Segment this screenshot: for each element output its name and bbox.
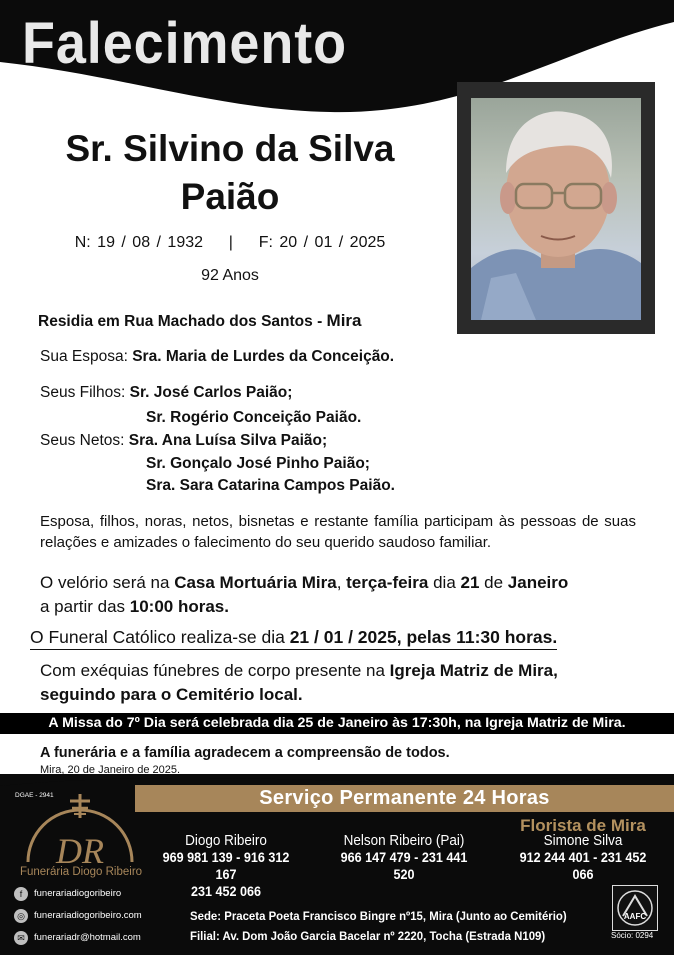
funeral-details: 21 / 01 / 2025, pelas 11:30 horas. bbox=[289, 627, 558, 647]
service-band-text: Serviço Permanente 24 Horas bbox=[259, 787, 550, 809]
wake-time: 10:00 horas. bbox=[129, 597, 229, 616]
page-title: Falecimento bbox=[22, 11, 347, 76]
wake-month: Janeiro bbox=[507, 573, 569, 592]
contact-nelson bbox=[328, 832, 479, 883]
grandchild-name: Sr. Gonçalo José Pinho Paião; bbox=[146, 455, 370, 472]
residence-place: Mira bbox=[326, 311, 362, 330]
funeral-text: O Funeral Católico realiza-se dia bbox=[30, 627, 290, 647]
missa-banner: A Missa do 7º Dia será celebrada dia 25 de Janeiro às 17:30h, na Igreja Matriz de Mira. bbox=[0, 713, 674, 734]
florista-title: Florista de Mira bbox=[520, 816, 646, 835]
dgae-code: DGAE - 2941 bbox=[15, 792, 54, 799]
socio-number: Sócio: 0294 bbox=[611, 931, 654, 940]
contact-diogo bbox=[154, 832, 298, 900]
association-emblem-icon bbox=[613, 886, 657, 930]
birth-death-dates: N: 19 / 08 / 1932 | F: 20 / 01 / 2025 bbox=[74, 234, 386, 251]
contact-simone bbox=[508, 832, 657, 883]
email-icon: ✉ bbox=[14, 931, 28, 945]
company-name: Funerária Diogo Ribeiro bbox=[19, 866, 143, 878]
grandchildren-line bbox=[40, 432, 327, 450]
wake-day: terça-feira bbox=[346, 573, 429, 592]
social-website[interactable]: funerariadiogoribeiro.com bbox=[34, 910, 142, 921]
contact-phones: 969 981 139 - 916 312 167 bbox=[162, 849, 290, 882]
wake-day-number: 21 bbox=[460, 573, 480, 592]
exequias-line2: seguindo para o Cemitério local. bbox=[40, 685, 303, 704]
wake-text: O velório será na bbox=[40, 573, 175, 592]
wake-text: , bbox=[336, 573, 347, 592]
deceased-name-line1: Sr. Silvino da Silva bbox=[65, 128, 395, 169]
portrait-photo bbox=[471, 98, 641, 320]
children-label: Seus Filhos: bbox=[40, 384, 126, 401]
announcement-text: Esposa, filhos, noras, netos, bisnetas e restante família participam às pessoas de suas relações e amizades o falecimento do seu querido saudoso familiar. bbox=[40, 513, 636, 551]
exequias-church: Igreja Matriz de Mira, bbox=[389, 661, 558, 680]
residence-prefix: Residia em Rua Machado dos Santos - bbox=[38, 313, 327, 330]
wake-text: de bbox=[479, 573, 508, 592]
association-logo-text: AAFC bbox=[623, 912, 647, 921]
exequias-info bbox=[40, 659, 636, 707]
thanks-text: A funerária e a família agradecem a compreensão de todos. bbox=[40, 745, 450, 761]
funeral-info bbox=[30, 627, 557, 650]
contact-name: Diogo Ribeiro bbox=[185, 832, 267, 849]
spouse-line bbox=[40, 348, 394, 366]
contact-phones: 912 244 401 - 231 452 066 bbox=[519, 849, 647, 882]
residence bbox=[38, 311, 362, 331]
address-sede: Sede: Praceta Poeta Francisco Bingre nº15, Mira (Junto ao Cemitério) bbox=[190, 909, 567, 923]
social-facebook[interactable]: funerariadiogoribeiro bbox=[34, 888, 122, 899]
deceased-name-line2: Paião bbox=[180, 176, 280, 217]
children-line bbox=[40, 384, 292, 402]
child-name: Sr. José Carlos Paião; bbox=[129, 384, 293, 401]
contact-name: Nelson Ribeiro (Pai) bbox=[343, 832, 465, 849]
contact-name: Simone Silva bbox=[543, 832, 623, 849]
wake-place: Casa Mortuária Mira bbox=[174, 573, 337, 592]
wake-text: dia bbox=[428, 573, 461, 592]
wake-info bbox=[40, 571, 636, 619]
address-filial: Filial: Av. Dom João Garcia Bacelar nº 2220, Tocha (Estrada N109) bbox=[190, 929, 546, 943]
spouse-name: Sra. Maria de Lurdes da Conceição. bbox=[132, 348, 395, 365]
grandchild-name: Sra. Ana Luísa Silva Paião; bbox=[128, 432, 328, 449]
local-date: Mira, 20 de Janeiro de 2025. bbox=[40, 764, 181, 776]
exequias-text: Com exéquias fúnebres de corpo presente na bbox=[40, 661, 390, 680]
social-email[interactable]: funerariadr@hotmail.com bbox=[34, 932, 141, 943]
facebook-icon: f bbox=[14, 887, 28, 901]
spouse-label: Sua Esposa: bbox=[40, 348, 128, 365]
logo-letters: DR bbox=[56, 831, 104, 871]
child-name: Sr. Rogério Conceição Paião. bbox=[146, 409, 362, 426]
association-logo bbox=[612, 885, 658, 931]
contact-phones: 231 452 066 bbox=[190, 883, 262, 899]
age: 92 Anos bbox=[201, 267, 259, 284]
contact-phones: 966 147 479 - 231 441 520 bbox=[340, 849, 468, 882]
grandchild-name: Sra. Sara Catarina Campos Paião. bbox=[146, 477, 395, 494]
globe-icon: ◎ bbox=[14, 909, 28, 923]
grandchildren-label: Seus Netos: bbox=[40, 432, 125, 449]
wake-text: a partir das bbox=[40, 597, 130, 616]
